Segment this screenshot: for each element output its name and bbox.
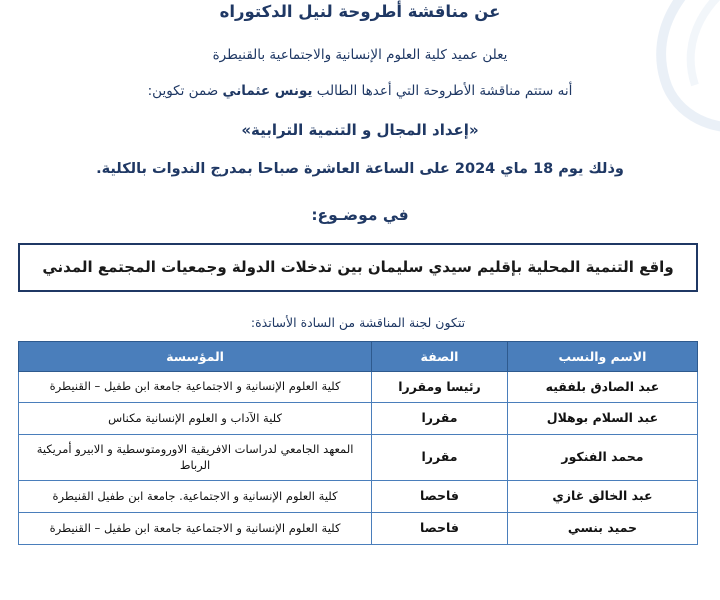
defense-prefix: أنه ستتم مناقشة الأطروحة التي أعدها الطالب xyxy=(312,82,573,99)
subject-label: في موضـوع: xyxy=(311,205,409,224)
jury-organization: كلية العلوم الإنسانية و الاجتماعية جامعة ابن طفيل – القنيطرة xyxy=(19,371,372,403)
jury-organization: كلية العلوم الإنسانية و الاجتماعية. جامعة ابن طفيل القنيطرة xyxy=(19,481,372,513)
jury-role: مقررا xyxy=(372,403,508,435)
table-row xyxy=(19,513,698,545)
program-line: «إعداد المجال و التنمية الترابية» xyxy=(241,120,479,139)
table-row xyxy=(19,403,698,435)
column-header-organization: المؤسسة xyxy=(19,341,372,371)
jury-name: عبد الصادق بلفقيه xyxy=(507,371,697,403)
jury-role: فاحصا xyxy=(372,481,508,513)
jury-name: محمد الفنكور xyxy=(507,435,697,481)
datetime-line: وذلك يوم 18 ماي 2024 على الساعة العاشرة صباحا بمدرج الندوات بالكلية. xyxy=(96,161,624,178)
column-header-role: الصفة xyxy=(372,341,508,371)
jury-name: حميد بنسي xyxy=(507,513,697,545)
column-header-name: الاسم والنسب xyxy=(507,341,697,371)
jury-role: رئيسا ومقررا xyxy=(372,371,508,403)
jury-name: عبد السلام بوهلال xyxy=(507,403,697,435)
jury-organization: كلية الآداب و العلوم الإنسانية مكناس xyxy=(19,403,372,435)
committee-note: تتكون لجنة المناقشة من السادة الأساتذة: xyxy=(250,314,466,330)
jury-organization: كلية العلوم الإنسانية و الاجتماعية جامعة ابن طفيل – القنيطرة xyxy=(19,513,372,545)
defense-suffix: ضمن تكوين: xyxy=(147,82,223,99)
student-name: يونس عثماني xyxy=(222,82,313,99)
defense-line xyxy=(22,81,698,102)
jury-organization: المعهد الجامعي لدراسات الافريقية الاورومتوسطية و الابيرو أمريكية الرباط xyxy=(19,435,372,481)
table-row xyxy=(19,435,698,481)
jury-role: فاحصا xyxy=(372,513,508,545)
thesis-subject-box: واقع التنمية المحلية بإقليم سيدي سليمان بين تدخلات الدولة وجمعيات المجتمع المدني xyxy=(18,243,698,292)
committee-note-wrap xyxy=(18,312,698,331)
jury-name: عبد الخالق غازي xyxy=(507,481,697,513)
announcement-line: يعلن عميد كلية العلوم الإنسانية والاجتماعية بالقنيطرة xyxy=(212,47,508,63)
page-title: عن مناقشة أطروحة لنيل الدكتوراه xyxy=(219,2,501,21)
table-row xyxy=(19,481,698,513)
table-header-row xyxy=(19,341,698,371)
jury-table xyxy=(18,341,698,546)
jury-role: مقررا xyxy=(372,435,508,481)
table-row xyxy=(19,371,698,403)
